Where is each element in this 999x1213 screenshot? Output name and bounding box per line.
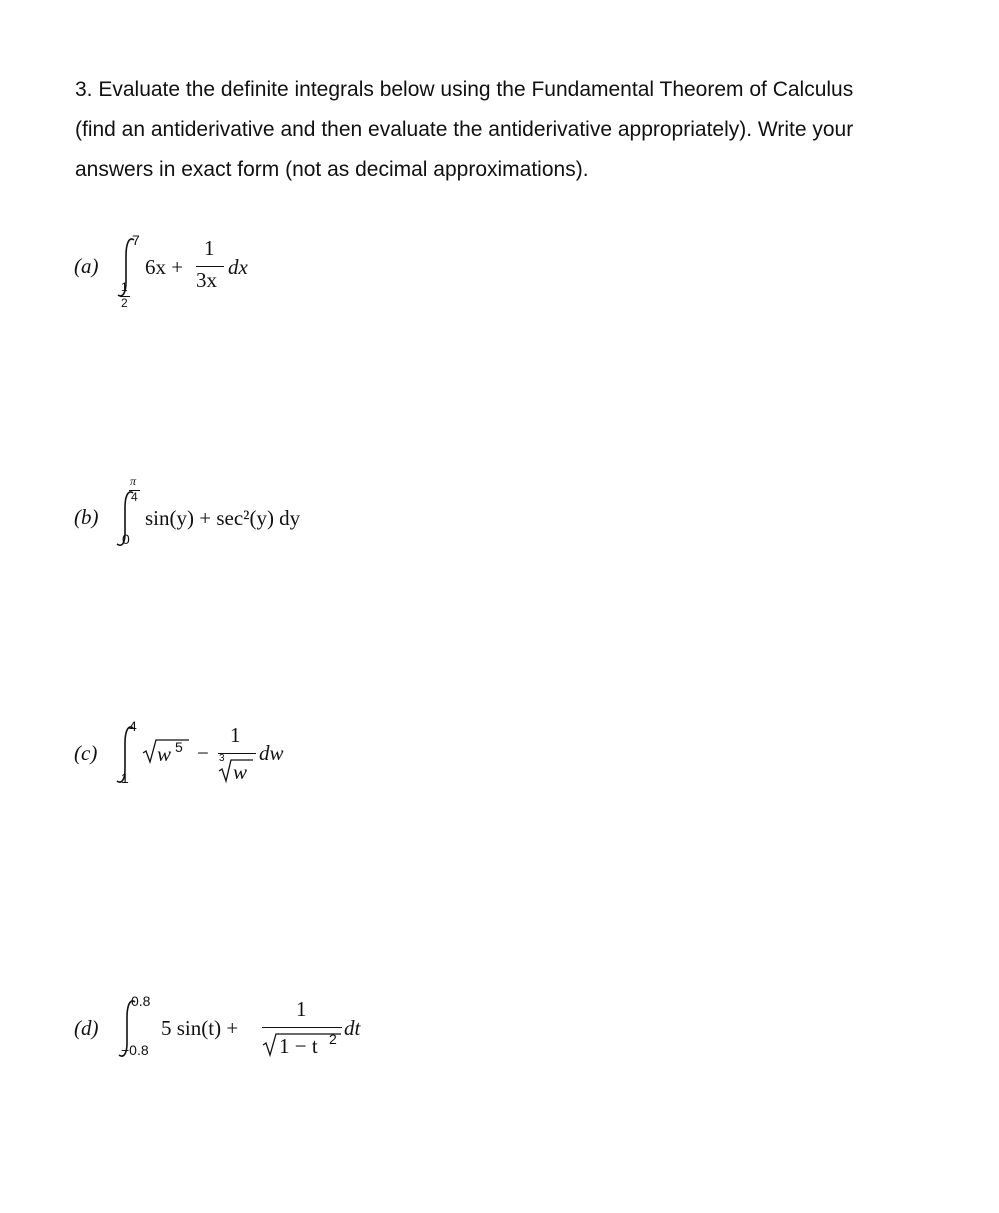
problem-d-frac-den: 1 − t xyxy=(279,1034,318,1058)
problem-d-frac-num: 1 xyxy=(296,997,307,1021)
problem-b-integrand: sin(y) + sec²(y) dy xyxy=(145,506,301,530)
problem-c-root-index: 3 xyxy=(219,753,225,764)
problem-c-radicand: w xyxy=(157,742,172,766)
problem-d-label: (d) xyxy=(74,1016,99,1040)
problem-a-lower-num: 1 xyxy=(121,280,128,294)
problem-d-lower-limit: −0.8 xyxy=(121,1042,149,1058)
problem-a-diff: dx xyxy=(228,255,248,279)
problem-b-label: (b) xyxy=(74,505,99,529)
question-line-1: 3. Evaluate the definite integrals below using the Fundamental Theorem of Calculus xyxy=(75,78,854,101)
problem-d-upper-limit: 0.8 xyxy=(131,993,151,1009)
problem-c-diff: dw xyxy=(259,741,284,765)
question-line-2: (find an antiderivative and then evaluate the antiderivative appropriately). Write your xyxy=(75,118,854,141)
problem-c-lower-limit: 1 xyxy=(121,770,129,786)
problem-b-upper-num: π xyxy=(130,474,137,488)
problem-d-term: 5 sin(t) + xyxy=(161,1016,239,1040)
problem-b-lower-limit: 0 xyxy=(122,531,130,547)
problem-c-minus: − xyxy=(197,741,209,765)
problem-c-frac-den: w xyxy=(233,760,248,784)
problem-c-upper-limit: 4 xyxy=(129,718,137,734)
problem-c-power: 5 xyxy=(175,739,183,755)
problem-a-label: (a) xyxy=(74,254,99,278)
problem-d-den-power: 2 xyxy=(329,1031,337,1047)
problem-d-frac-bar xyxy=(262,1027,342,1028)
problem-a-term: 6x + xyxy=(145,255,184,279)
problem-a-lower-den: 2 xyxy=(121,296,128,310)
problem-b-upper-den: 4 xyxy=(131,490,138,504)
problem-a-frac-num: 1 xyxy=(204,236,215,260)
problem-d-diff: dt xyxy=(344,1016,361,1040)
problem-a-upper-limit: 7 xyxy=(132,232,140,248)
question-line-3: answers in exact form (not as decimal approximations). xyxy=(75,158,589,181)
problem-c-frac-num: 1 xyxy=(230,723,241,747)
problem-a-frac-den: 3x xyxy=(196,268,217,292)
problem-c-label: (c) xyxy=(74,741,98,765)
question-text xyxy=(75,70,955,190)
